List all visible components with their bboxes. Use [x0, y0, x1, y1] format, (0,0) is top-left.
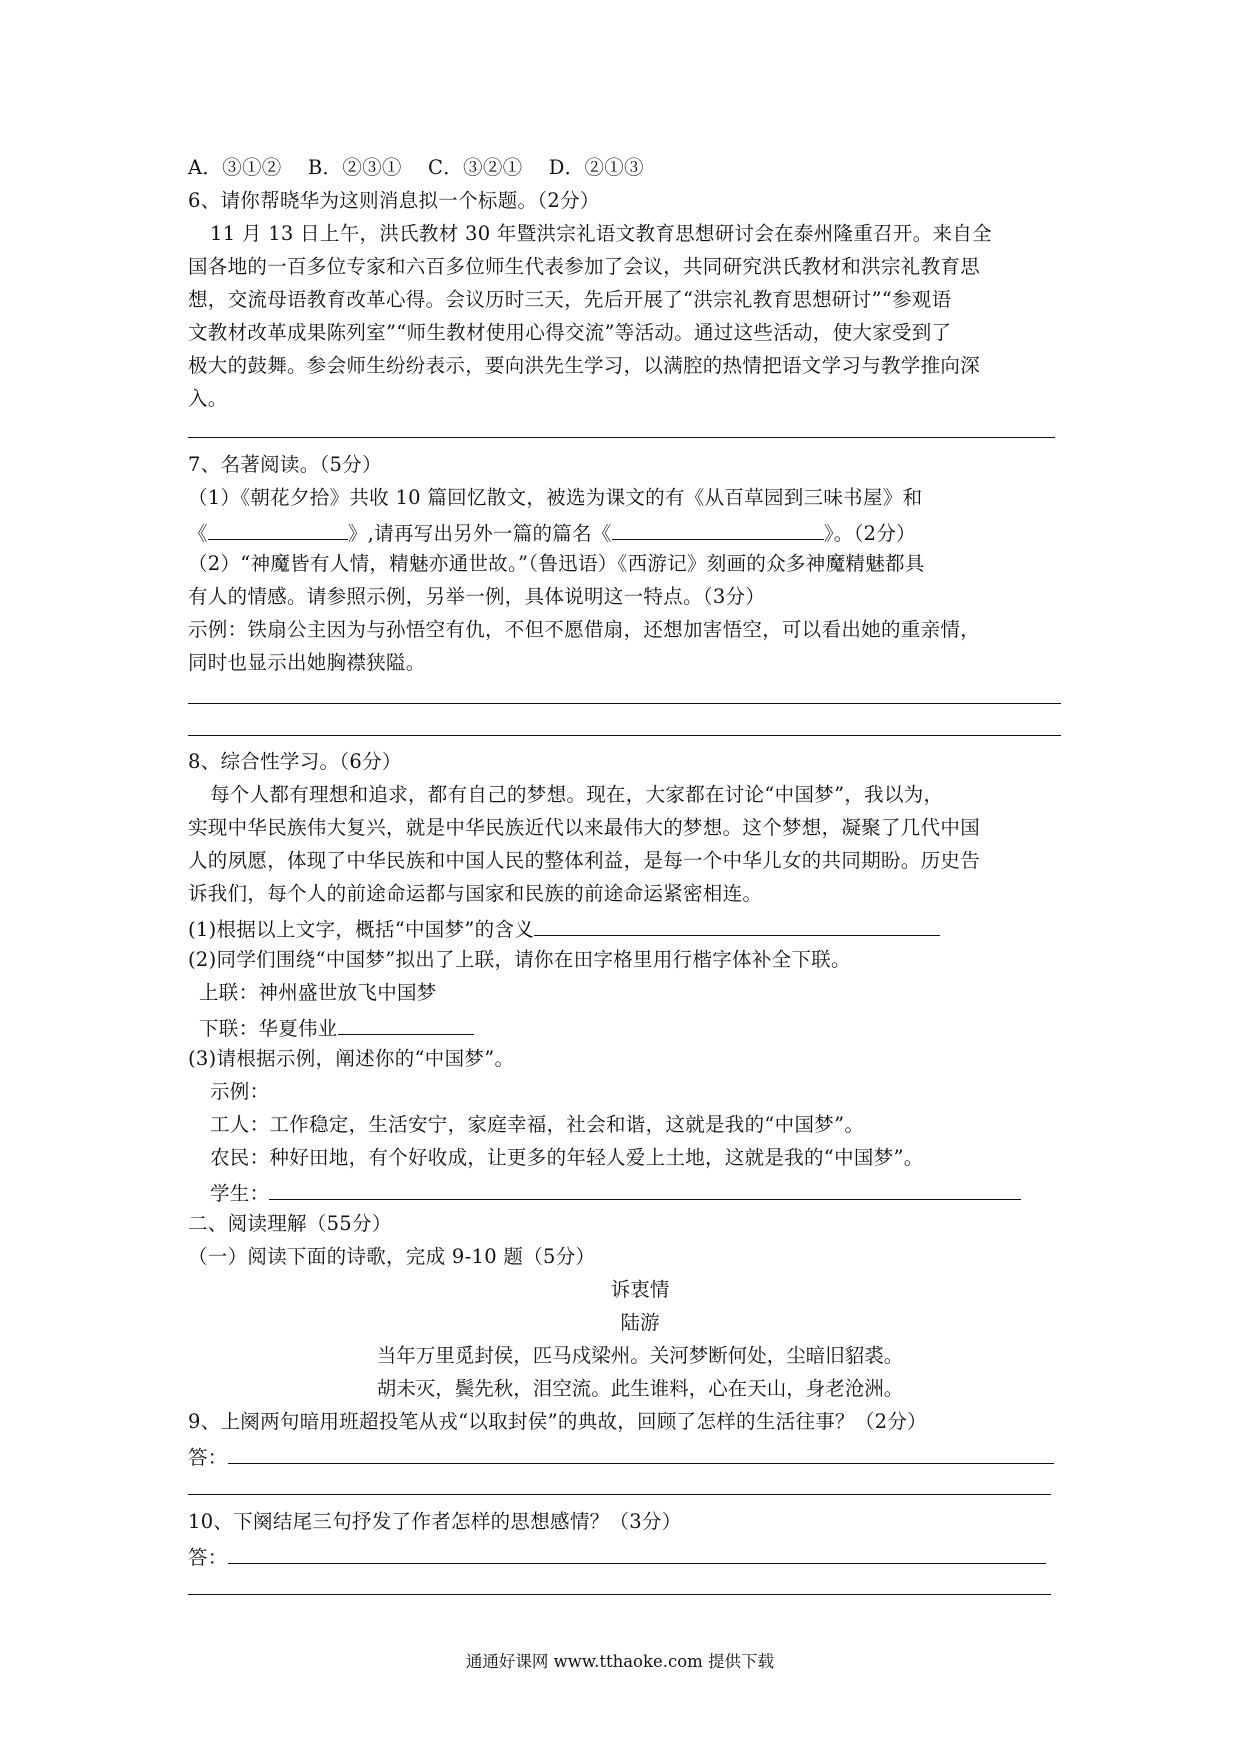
- q7-part2-line1: （2）“神魔皆有人情，精魅亦通世故。”（鲁迅语）《西游记》刻画的众多神魔精魅都具: [188, 552, 925, 575]
- q9-prompt: 9、上阕两句暗用班超投笔从戎“以取封侯”的典故，回顾了怎样的生活往事？（2分）: [188, 1410, 927, 1433]
- q10-answer-blank[interactable]: [228, 1541, 1046, 1564]
- q7-blank-known-title[interactable]: [208, 517, 348, 540]
- section2-title: 二、阅读理解（55分）: [188, 1212, 392, 1235]
- q8-farmer-example: 农民：种好田地，有个好收成，让更多的年轻人爱上土地，这就是我的“中国梦”。: [210, 1146, 924, 1169]
- q6-prompt: 6、请你帮晓华为这则消息拟一个标题。（2分）: [188, 189, 600, 212]
- page-footer: 通通好课网 www.tthaoke.com 提供下载: [465, 1652, 775, 1671]
- q8-student-blank[interactable]: [269, 1177, 1021, 1200]
- q7-part2-line2: 有人的情感。请参照示例，另举一例，具体说明这一特点。（3分）: [188, 585, 766, 608]
- poem-title: 诉衷情: [610, 1278, 670, 1301]
- q9-answer-row: [188, 1441, 1054, 1472]
- q8-upper-couplet: 上联：神州盛世放飞中国梦: [199, 981, 437, 1004]
- q7-end-text: 》。（2分）: [823, 522, 916, 545]
- q8-sub1-blank[interactable]: [534, 913, 940, 936]
- q10-answer-row: [188, 1541, 1046, 1572]
- q7-answer-line[interactable]: [188, 735, 1061, 736]
- q6-passage-line: 11 月 13 日上午，洪氏教材 30 年暨洪宗礼语文教育思想研讨会在泰州隆重召开。来自全: [210, 222, 992, 245]
- q8-lower-blank[interactable]: [338, 1012, 474, 1035]
- q8-sub2: (2)同学们围绕“中国梦”拟出了上联，请你在田字格里用行楷字体补全下联。: [188, 948, 851, 971]
- q8-passage-line: 每个人都有理想和追求，都有自己的梦想。现在，大家都在讨论“中国梦”，我以为，: [210, 783, 944, 806]
- poem-line2: 胡未灭，鬓先秋，泪空流。此生谁料，心在天山，身老沧洲。: [376, 1377, 904, 1400]
- q7-title: 7、名著阅读。（5分）: [188, 453, 382, 476]
- q9-answer-blank[interactable]: [228, 1441, 1054, 1464]
- q6-passage-line: 入。: [188, 387, 228, 410]
- q8-passage-line: 诉我们，每个人的前途命运都与国家和民族的前途命运紧密相连。: [188, 882, 763, 905]
- q6-passage-line: 极大的鼓舞。参会师生纷纷表示，要向洪先生学习，以满腔的热情把语文学习与教学推向深: [188, 354, 981, 377]
- q10-prompt: 10、下阕结尾三句抒发了作者怎样的思想感情？（3分）: [188, 1510, 682, 1533]
- q8-passage-line: 人的夙愿，体现了中华民族和中国人民的整体利益，是每一个中华儿女的共同期盼。历史告: [188, 849, 981, 872]
- q6-answer-line[interactable]: [188, 437, 1055, 438]
- q7-part1-line1: （1）《朝花夕拾》共收 10 篇回忆散文，被选为课文的有《从百草园到三味书屋》和: [188, 486, 923, 509]
- q5-options: A．③①② B．②③① C．③②① D．②①③: [188, 156, 644, 179]
- section2-sub1: （一）阅读下面的诗歌，完成 9-10 题（5分）: [188, 1245, 596, 1268]
- q8-title: 8、综合性学习。（6分）: [188, 750, 402, 773]
- q7-part1-line2: [188, 517, 916, 548]
- q7-blank-other-title[interactable]: [612, 517, 824, 540]
- q10-answer-line[interactable]: [188, 1594, 1051, 1595]
- q7-example-line2: 同时也显示出她胸襟狭隘。: [188, 651, 426, 674]
- q8-sub3: (3)请根据示例，阐述你的“中国梦”。: [188, 1047, 515, 1070]
- q6-passage-line: 国各地的一百多位专家和六百多位师生代表参加了会议，共同研究洪氏教材和洪宗礼教育思: [188, 255, 981, 278]
- q9-answer-line[interactable]: [188, 1494, 1051, 1495]
- poem-line1: 当年万里觅封侯，匹马戍梁州。关河梦断何处，尘暗旧貂裘。: [376, 1344, 904, 1367]
- q7-mid-text: 》,请再写出另外一篇的篇名《: [347, 522, 612, 545]
- q8-worker-example: 工人：工作稳定，生活安宁，家庭幸福，社会和谐，这就是我的“中国梦”。: [210, 1113, 865, 1136]
- poem-author: 陆游: [620, 1311, 660, 1334]
- q7-answer-line[interactable]: [188, 703, 1061, 704]
- q10-answer-label: 答：: [188, 1546, 228, 1569]
- q8-sub1-text: (1)根据以上文字，概括“中国梦”的含义: [188, 918, 535, 941]
- q7-example-line1: 示例：铁扇公主因为与孙悟空有仇，不但不愿借扇，还想加害悟空，可以看出她的重亲情，: [188, 618, 981, 641]
- q8-example-label: 示例：: [210, 1080, 270, 1103]
- q8-passage-line: 实现中华民族伟大复兴，就是中华民族近代以来最伟大的梦想。这个梦想，凝聚了几代中国: [188, 816, 981, 839]
- q8-student-line: [210, 1177, 1021, 1208]
- q8-sub1: [188, 913, 940, 944]
- q7-open-bracket: 《: [188, 522, 208, 545]
- q6-passage-line: 文教材改革成果陈列室”“师生教材使用心得交流”等活动。通过这些活动，使大家受到了: [188, 321, 952, 344]
- q8-lower-text: 下联：华夏伟业: [199, 1017, 338, 1040]
- q9-answer-label: 答：: [188, 1446, 228, 1469]
- q8-lower-couplet: [199, 1012, 474, 1043]
- q8-student-label: 学生：: [210, 1182, 270, 1205]
- q6-passage-line: 想，交流母语教育改革心得。会议历时三天，先后开展了“洪宗礼教育思想研讨”“参观语: [188, 288, 952, 311]
